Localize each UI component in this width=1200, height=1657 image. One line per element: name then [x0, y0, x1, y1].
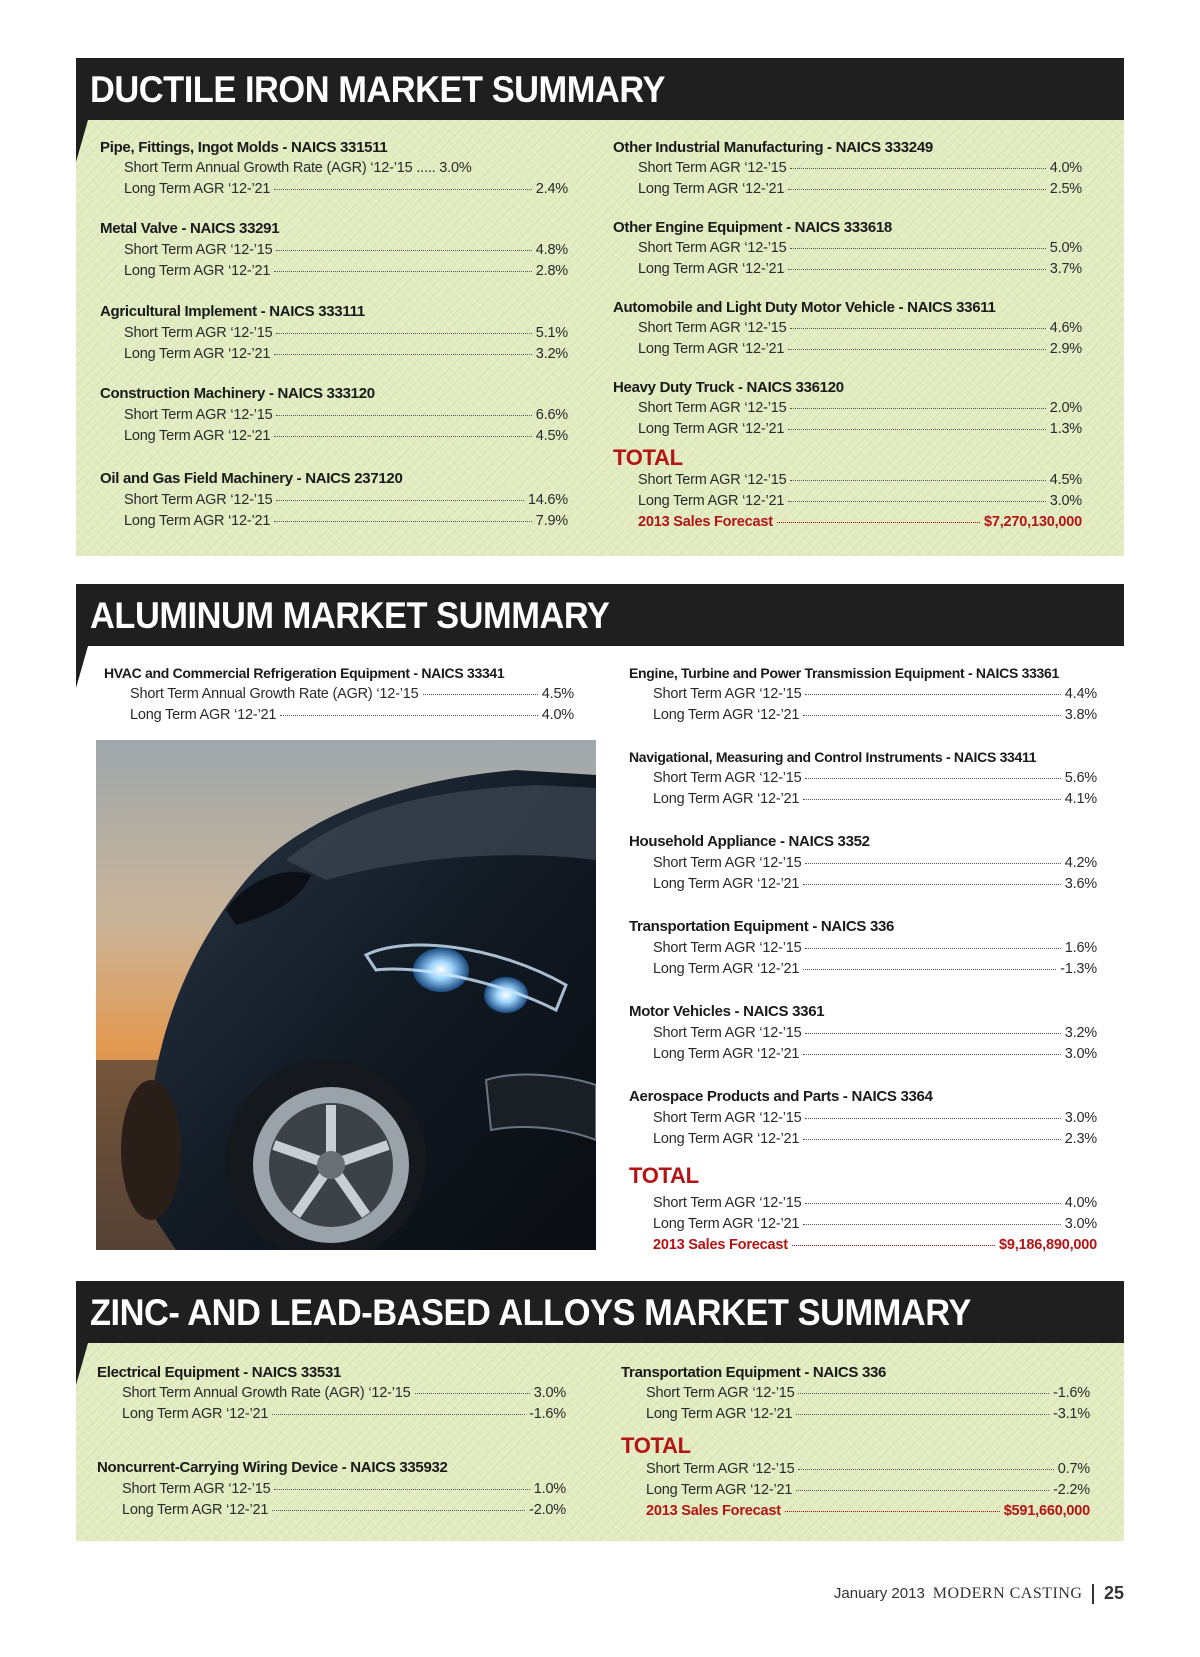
long-term-value: 2.5% [1049, 181, 1082, 197]
short-term-value: 3.0% [533, 1385, 566, 1401]
short-term-label: Short Term AGR ‘12-’15 [653, 1195, 802, 1211]
category-title: Metal Valve - NAICS 33291 [100, 220, 280, 237]
short-term-label: Short Term AGR ‘12-’15 [646, 1385, 795, 1401]
short-term-label: Short Term AGR ‘12-’15 [653, 1025, 802, 1041]
short-term-label: Short Term AGR ‘12-’15 [653, 940, 802, 956]
long-term-label: Long Term AGR ‘12-’21 [124, 428, 271, 444]
sales-forecast-value: $591,660,000 [1003, 1503, 1090, 1519]
short-term-value: 4.6% [1049, 320, 1082, 336]
long-term-row [638, 261, 1082, 277]
long-term-label: Long Term AGR ‘12-’21 [122, 1406, 269, 1422]
total-short-term-row [653, 1195, 1097, 1211]
long-term-row [124, 428, 568, 444]
long-term-row [124, 346, 568, 362]
short-term-row [122, 1481, 566, 1497]
short-term-label: Short Term Annual Growth Rate (AGR) ‘12-’15 ..... 3.0% [124, 160, 472, 176]
aluminum-notch [76, 646, 88, 688]
category-title: Other Engine Equipment - NAICS 333618 [613, 219, 892, 236]
short-term-row [653, 855, 1097, 871]
long-term-value: -2.2% [1053, 1482, 1090, 1498]
sales-forecast-label: 2013 Sales Forecast [653, 1237, 788, 1253]
long-term-value: 3.0% [1064, 1046, 1097, 1062]
short-term-value: 4.0% [1049, 160, 1082, 176]
short-term-label: Short Term AGR ‘12-’15 [638, 400, 787, 416]
long-term-label: Long Term AGR ‘12-’21 [638, 341, 785, 357]
ductile-title-band [76, 58, 1124, 120]
category-title: Engine, Turbine and Power Transmission Equipment - NAICS 33361 [629, 665, 1060, 681]
long-term-row [653, 961, 1097, 977]
short-term-row [638, 320, 1082, 336]
sports-car-photo [96, 740, 596, 1250]
long-term-label: Long Term AGR ‘12-’21 [646, 1482, 793, 1498]
category-title: Navigational, Measuring and Control Instruments - NAICS 33411 [629, 749, 1037, 765]
short-term-value: 5.6% [1064, 770, 1097, 786]
short-term-value: 1.0% [533, 1481, 566, 1497]
long-term-row [124, 513, 568, 529]
category-title: Heavy Duty Truck - NAICS 336120 [613, 379, 844, 396]
long-term-value: 4.0% [541, 707, 574, 723]
long-term-label: Long Term AGR ‘12-’21 [638, 181, 785, 197]
short-term-row [124, 242, 568, 258]
long-term-label: Long Term AGR ‘12-’21 [653, 1216, 800, 1232]
category-title: Construction Machinery - NAICS 333120 [100, 385, 375, 402]
short-term-row [638, 400, 1082, 416]
short-term-value: 3.2% [1064, 1025, 1097, 1041]
long-term-row [653, 876, 1097, 892]
long-term-label: Long Term AGR ‘12-’21 [653, 1131, 800, 1147]
total-long-term-row [646, 1482, 1090, 1498]
sales-forecast-label: 2013 Sales Forecast [638, 514, 773, 530]
long-term-label: Long Term AGR ‘12-’21 [124, 513, 271, 529]
long-term-row [638, 421, 1082, 437]
short-term-value: 0.7% [1057, 1461, 1090, 1477]
short-term-label: Short Term AGR ‘12-’15 [646, 1461, 795, 1477]
long-term-label: Long Term AGR ‘12-’21 [653, 961, 800, 977]
short-term-label: Short Term AGR ‘12-’15 [124, 325, 273, 341]
issue-date: January 2013 [833, 1585, 925, 1602]
long-term-label: Long Term AGR ‘12-’21 [124, 346, 271, 362]
page-footer [834, 1583, 1124, 1604]
short-term-value: 3.0% [1064, 1110, 1097, 1126]
long-term-row [130, 707, 574, 723]
category-title: Agricultural Implement - NAICS 333111 [100, 303, 365, 320]
category-title: Motor Vehicles - NAICS 3361 [629, 1003, 825, 1020]
long-term-label: Long Term AGR ‘12-’21 [124, 263, 271, 279]
short-term-value: 5.0% [1049, 240, 1082, 256]
total-long-term-row [653, 1216, 1097, 1232]
long-term-label: Long Term AGR ‘12-’21 [653, 1046, 800, 1062]
short-term-value: 2.0% [1049, 400, 1082, 416]
long-term-value: 3.2% [535, 346, 568, 362]
category-title: Oil and Gas Field Machinery - NAICS 237120 [100, 470, 403, 487]
category-title: Household Appliance - NAICS 3352 [629, 833, 870, 850]
short-term-label: Short Term AGR ‘12-’15 [124, 492, 273, 508]
sales-forecast-label: 2013 Sales Forecast [646, 1503, 781, 1519]
sales-forecast-row [646, 1503, 1090, 1519]
short-term-row [653, 1110, 1097, 1126]
total-long-term-row [638, 493, 1082, 509]
short-term-row [124, 407, 568, 423]
long-term-row [653, 707, 1097, 723]
total-short-term-row [646, 1461, 1090, 1477]
short-term-row [653, 1025, 1097, 1041]
short-term-value: 14.6% [527, 492, 568, 508]
category-title: HVAC and Commercial Refrigeration Equipment - NAICS 33341 [104, 665, 505, 681]
short-term-label: Short Term AGR ‘12-’15 [124, 407, 273, 423]
short-term-label: Short Term AGR ‘12-’15 [653, 770, 802, 786]
short-term-row [653, 770, 1097, 786]
category-title: Electrical Equipment - NAICS 33531 [97, 1364, 342, 1381]
zinc-notch [76, 1343, 88, 1385]
long-term-row [124, 263, 568, 279]
short-term-value: 6.6% [535, 407, 568, 423]
short-term-label: Short Term Annual Growth Rate (AGR) ‘12-’15 [122, 1385, 411, 1401]
long-term-label: Long Term AGR ‘12-’21 [653, 791, 800, 807]
short-term-label: Short Term AGR ‘12-’15 [638, 240, 787, 256]
total-heading: TOTAL [613, 445, 683, 470]
short-term-row [124, 160, 568, 176]
sales-forecast-value: $7,270,130,000 [984, 514, 1082, 530]
long-term-label: Long Term AGR ‘12-’21 [653, 707, 800, 723]
long-term-value: 3.8% [1064, 707, 1097, 723]
magazine-name: MODERN CASTING [932, 1584, 1083, 1602]
long-term-row [124, 181, 568, 197]
category-title: Transportation Equipment - NAICS 336 [621, 1364, 887, 1381]
short-term-label: Short Term Annual Growth Rate (AGR) ‘12-’15 [130, 686, 419, 702]
long-term-label: Long Term AGR ‘12-’21 [646, 1406, 793, 1422]
short-term-row [638, 160, 1082, 176]
category-title: Noncurrent-Carrying Wiring Device - NAICS 335932 [97, 1459, 448, 1476]
category-title: Transportation Equipment - NAICS 336 [629, 918, 895, 935]
sales-forecast-row [638, 514, 1082, 530]
sales-forecast-value: $9,186,890,000 [999, 1237, 1097, 1253]
long-term-label: Long Term AGR ‘12-’21 [638, 261, 785, 277]
short-term-value: 4.4% [1064, 686, 1097, 702]
short-term-label: Short Term AGR ‘12-’15 [653, 855, 802, 871]
long-term-row [653, 1131, 1097, 1147]
total-heading: TOTAL [629, 1163, 699, 1188]
long-term-row [638, 181, 1082, 197]
short-term-value: -1.6% [1053, 1385, 1090, 1401]
long-term-value: -2.0% [529, 1502, 566, 1518]
short-term-label: Short Term AGR ‘12-’15 [653, 686, 802, 702]
long-term-label: Long Term AGR ‘12-’21 [638, 421, 785, 437]
long-term-row [653, 791, 1097, 807]
long-term-row [122, 1502, 566, 1518]
long-term-value: 4.1% [1064, 791, 1097, 807]
page-number: 25 [1103, 1583, 1124, 1603]
category-title: Automobile and Light Duty Motor Vehicle - NAICS 33611 [613, 299, 996, 316]
aluminum-title-band [76, 584, 1124, 646]
short-term-row [646, 1385, 1090, 1401]
short-term-row [130, 686, 574, 702]
long-term-value: 3.0% [1064, 1216, 1097, 1232]
short-term-value: 4.5% [541, 686, 574, 702]
long-term-value: 3.6% [1064, 876, 1097, 892]
short-term-row [124, 325, 568, 341]
short-term-row [638, 240, 1082, 256]
short-term-value: 4.0% [1064, 1195, 1097, 1211]
long-term-value: -1.6% [529, 1406, 566, 1422]
long-term-row [122, 1406, 566, 1422]
long-term-row [638, 341, 1082, 357]
long-term-label: Long Term AGR ‘12-’21 [638, 493, 785, 509]
short-term-row [653, 940, 1097, 956]
ductile-notch [76, 120, 88, 162]
long-term-value: 2.4% [535, 181, 568, 197]
long-term-label: Long Term AGR ‘12-’21 [124, 181, 271, 197]
short-term-value: 4.2% [1064, 855, 1097, 871]
category-title: Other Industrial Manufacturing - NAICS 333249 [613, 139, 933, 156]
long-term-value: 1.3% [1049, 421, 1082, 437]
short-term-label: Short Term AGR ‘12-’15 [638, 320, 787, 336]
short-term-label: Short Term AGR ‘12-’15 [124, 242, 273, 258]
total-short-term-row [638, 472, 1082, 488]
long-term-value: 3.0% [1049, 493, 1082, 509]
category-title: Pipe, Fittings, Ingot Molds - NAICS 331511 [100, 139, 388, 156]
long-term-label: Long Term AGR ‘12-’21 [130, 707, 277, 723]
zinc-title-band [76, 1281, 1124, 1343]
long-term-row [653, 1046, 1097, 1062]
total-heading: TOTAL [621, 1433, 691, 1458]
ductile-title: DUCTILE IRON MARKET SUMMARY [90, 68, 665, 110]
short-term-label: Short Term AGR ‘12-’15 [638, 472, 787, 488]
long-term-label: Long Term AGR ‘12-’21 [122, 1502, 269, 1518]
short-term-row [124, 492, 568, 508]
long-term-label: Long Term AGR ‘12-’21 [653, 876, 800, 892]
long-term-value: 2.8% [535, 263, 568, 279]
long-term-value: 2.3% [1064, 1131, 1097, 1147]
short-term-row [653, 686, 1097, 702]
aluminum-title: ALUMINUM MARKET SUMMARY [90, 594, 610, 636]
long-term-value: 3.7% [1049, 261, 1082, 277]
short-term-label: Short Term AGR ‘12-’15 [638, 160, 787, 176]
footer-divider [1092, 1584, 1094, 1604]
short-term-value: 4.5% [1049, 472, 1082, 488]
short-term-value: 4.8% [535, 242, 568, 258]
short-term-value: 5.1% [535, 325, 568, 341]
short-term-label: Short Term AGR ‘12-’15 [122, 1481, 271, 1497]
short-term-value: 1.6% [1064, 940, 1097, 956]
category-title: Aerospace Products and Parts - NAICS 3364 [629, 1088, 933, 1105]
short-term-row [122, 1385, 566, 1401]
zinc-title: ZINC- AND LEAD-BASED ALLOYS MARKET SUMMARY [90, 1291, 971, 1333]
short-term-label: Short Term AGR ‘12-’15 [653, 1110, 802, 1126]
long-term-row [646, 1406, 1090, 1422]
long-term-value: 4.5% [535, 428, 568, 444]
long-term-value: 2.9% [1049, 341, 1082, 357]
sales-forecast-row [653, 1237, 1097, 1253]
long-term-value: 7.9% [535, 513, 568, 529]
long-term-value: -1.3% [1060, 961, 1097, 977]
long-term-value: -3.1% [1053, 1406, 1090, 1422]
